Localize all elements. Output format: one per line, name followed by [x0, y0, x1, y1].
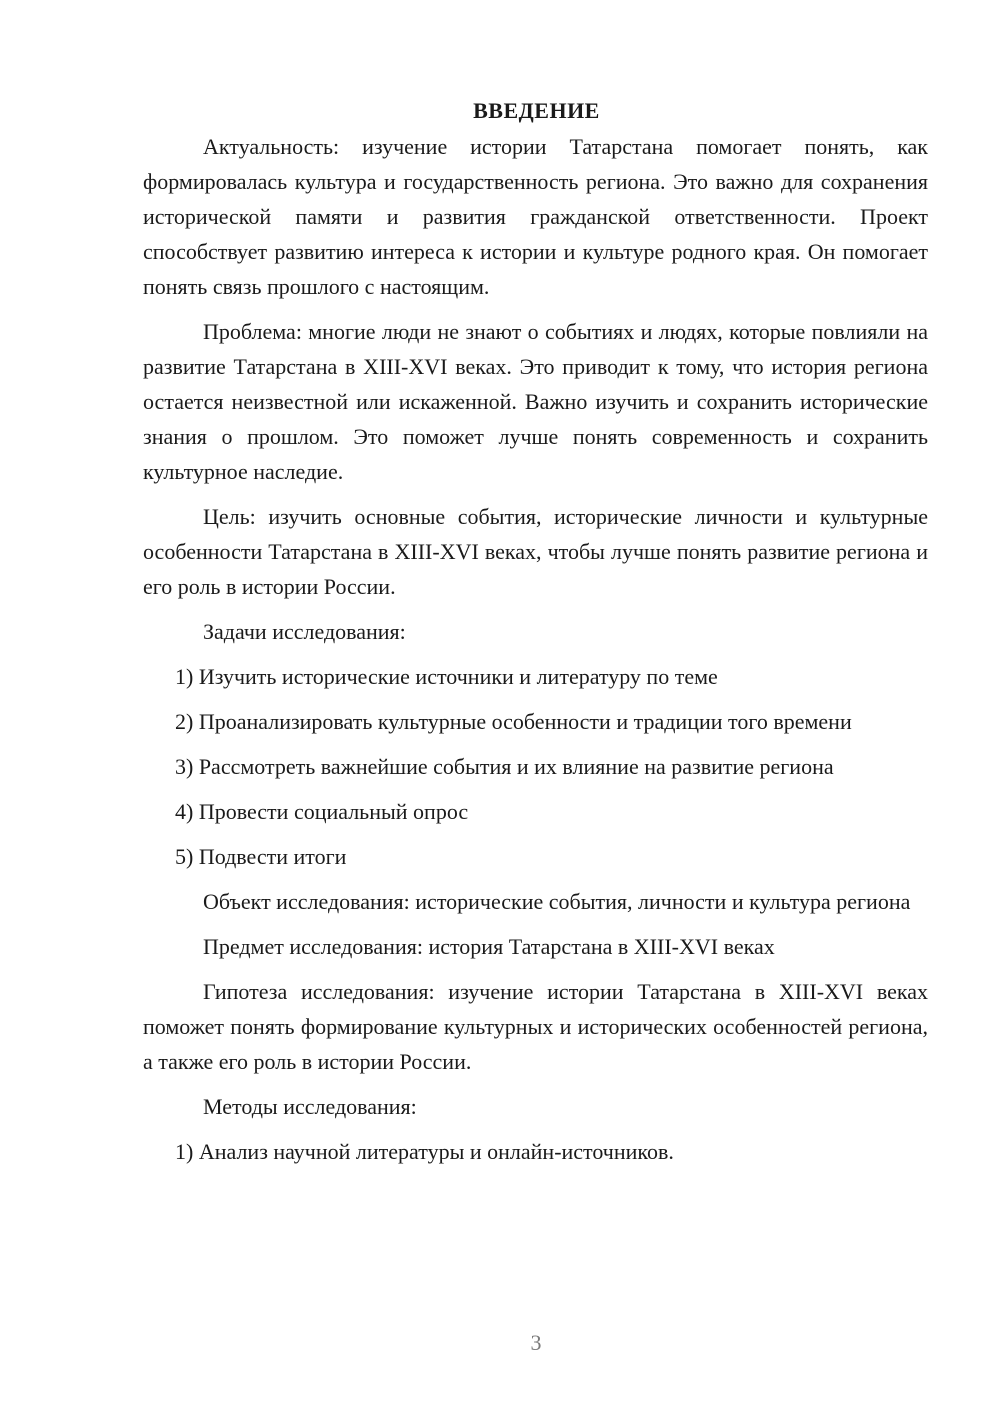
hypothesis-paragraph: Гипотеза исследования: изучение истории Татарстана в XIII-XVI веках поможет понять формирование культурных и исторических особенностей региона, а также его роль в истории России. [143, 979, 928, 1074]
task-item: 3) Рассмотреть важнейшие события и их влияние на развитие региона [175, 754, 834, 779]
methods-heading: Методы исследования: [203, 1094, 417, 1119]
object-paragraph: Объект исследования: исторические события, личности и культура региона [203, 889, 911, 914]
task-item: 4) Провести социальный опрос [175, 799, 469, 824]
page-title: ВВЕДЕНИЕ [473, 98, 600, 123]
page-content [143, 96, 928, 1169]
goal-paragraph: Цель: изучить основные события, исторические личности и культурные особенности Татарстана в XIII-XVI веках, чтобы лучше понять развитие региона и его роль в истории России. [143, 504, 928, 599]
tasks-heading: Задачи исследования: [203, 619, 406, 644]
problem-paragraph: Проблема: многие люди не знают о событиях и людях, которые повлияли на развитие Татарстана в XIII-XVI веках. Это приводит к тому, что история региона остается неизвестной или искаженной. Важно изучить и сохранить исторические знания о прошлом. Это поможет лучше понять современность и сохранить культурное наследие. [143, 319, 928, 484]
page-number: 3 [530, 1330, 542, 1355]
method-item: 1) Анализ научной литературы и онлайн-источников. [175, 1139, 674, 1164]
task-item: 1) Изучить исторические источники и литературу по теме [175, 664, 718, 689]
subject-paragraph: Предмет исследования: история Татарстана в XIII-XVI веках [203, 934, 775, 959]
task-item: 5) Подвести итоги [175, 844, 347, 869]
task-item: 2) Проанализировать культурные особенности и традиции того времени [175, 709, 852, 734]
relevance-paragraph: Актуальность: изучение истории Татарстана помогает понять, как формировалась культура и государственность региона. Это важно для сохранения исторической памяти и развития гражданской ответственности. Проект способствует развитию интереса к истории и культуре родного края. Он помогает понять связь прошлого с настоящим. [143, 134, 928, 299]
